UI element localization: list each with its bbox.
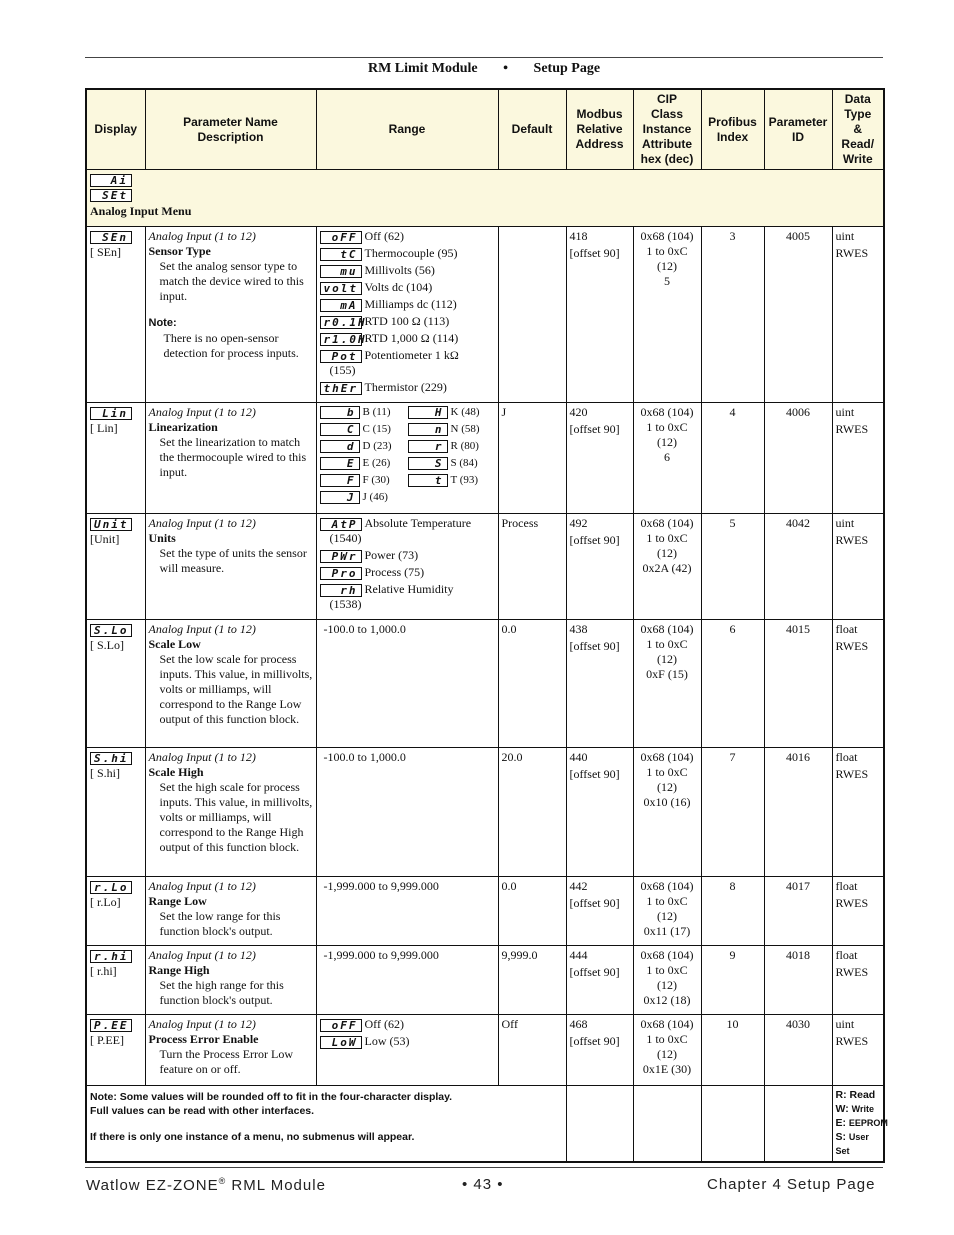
read-write: RWES (835, 639, 869, 653)
modbus-offset: [offset 90] (569, 767, 620, 781)
default-cell: Process (498, 514, 566, 620)
modbus-address: 492 (569, 516, 588, 530)
param-name: Linearization (148, 420, 218, 434)
legend-item: S: User (835, 1131, 869, 1143)
cip-cell: 0x68 (104) 1 to 0xC (12) 0x12 (18) (633, 946, 701, 1015)
range-option (320, 263, 495, 278)
col-cip: CIP Class Instance Attribute hex (dec) (633, 89, 701, 170)
header-row (86, 89, 884, 170)
data-type: uint (835, 516, 855, 530)
page-title (85, 61, 883, 77)
menu-label: Analog Input Menu (90, 204, 192, 218)
col-display: Display (86, 89, 145, 170)
range-option (320, 246, 495, 261)
range-option-text: RTD 1,000 Ω (114) (364, 331, 459, 345)
range-option-text: Relative Humidity (364, 582, 454, 596)
range-option-code: n (408, 423, 448, 436)
display-code: P.EE (90, 1019, 132, 1032)
profibus-cell: 3 (701, 227, 764, 403)
param-name-cell (145, 620, 316, 748)
modbus-cell (566, 877, 633, 946)
display-cell (86, 227, 145, 403)
display-code: SEn (90, 231, 132, 244)
range-option (320, 1034, 495, 1049)
range-option-text: J (46) (362, 491, 388, 503)
modbus-offset: [offset 90] (569, 965, 620, 979)
range-option-code: b (320, 406, 360, 419)
parameter-row (86, 946, 884, 1015)
display-cell (86, 877, 145, 946)
cip-cell: 0x68 (104) 1 to 0xC (12) 5 (633, 227, 701, 403)
bottom-rule (85, 1167, 883, 1168)
range-option-code: PWr (320, 550, 362, 563)
page-section-title: Setup Page (533, 61, 601, 76)
range-option-text: Power (73) (364, 548, 419, 562)
menu-row (86, 170, 884, 227)
range-cell (316, 1015, 498, 1086)
display-cell (86, 946, 145, 1015)
module-title: RM Limit Module (367, 61, 478, 76)
rw-legend (832, 1086, 888, 1162)
range-option (320, 582, 495, 597)
modbus-offset: [offset 90] (569, 639, 620, 653)
param-name: Sensor Type (148, 244, 211, 258)
range-option (320, 516, 495, 531)
legend-item: R: Read (835, 1089, 876, 1101)
data-type: float (835, 750, 858, 764)
range-option-sub: (155) (329, 363, 356, 377)
modbus-cell (566, 514, 633, 620)
footnote-line: If there is only one instance of a menu, no submenus will appear. (90, 1131, 415, 1143)
display-label: [Unit] (90, 532, 120, 546)
param-description: Set the high scale for process inputs. This value, in millivolts, volts or milliamps, will correspond to the Range High output of this function block. (159, 780, 313, 854)
modbus-offset: [offset 90] (569, 422, 620, 436)
range-option (320, 473, 408, 488)
range-option (320, 439, 408, 454)
range-option-code: tC (320, 248, 362, 261)
display-code: Unit (90, 518, 132, 531)
modbus-offset: [offset 90] (569, 533, 620, 547)
display-label: [ Lin] (90, 421, 118, 435)
modbus-cell (566, 946, 633, 1015)
default-cell: 9,999.0 (498, 946, 566, 1015)
profibus-cell: 8 (701, 877, 764, 946)
default-cell: J (498, 403, 566, 514)
param-description: Set the analog sensor type to match the device wired to this input. (159, 259, 304, 303)
param-id-cell: 4030 (764, 1015, 832, 1086)
param-id-cell: 4018 (764, 946, 832, 1015)
menu-cell (86, 170, 884, 227)
range-option-sub: (1538) (329, 597, 362, 611)
range-cell (316, 403, 498, 514)
display-cell (86, 748, 145, 877)
param-name: Range Low (148, 894, 207, 908)
range-option-text: Off (62) (364, 229, 404, 243)
data-type-cell (832, 946, 884, 1015)
param-category: Analog Input (1 to 12) (148, 516, 256, 530)
display-cell (86, 514, 145, 620)
range-option-sub: (1540) (329, 531, 362, 545)
display-code: r.hi (90, 950, 132, 963)
range-option-code: d (320, 440, 360, 453)
range-option-code: Pot (320, 350, 362, 363)
range-option-code: oFF (320, 231, 362, 244)
modbus-cell (566, 227, 633, 403)
modbus-address: 440 (569, 750, 588, 764)
display-cell (86, 620, 145, 748)
cip-cell: 0x68 (104) 1 to 0xC (12) 0x1E (30) (633, 1015, 701, 1086)
range-option-text: T (93) (450, 474, 479, 486)
range-option-code: H (408, 406, 448, 419)
range-option-text: RTD 100 Ω (113) (364, 314, 450, 328)
col-range: Range (316, 89, 498, 170)
range-option (408, 422, 496, 437)
range-option-text: Thermocouple (95) (364, 246, 458, 260)
note-heading: Note: (148, 317, 177, 329)
param-name-cell (145, 514, 316, 620)
top-rule (85, 57, 883, 58)
menu-code-display: SEt (90, 189, 132, 202)
param-category: Analog Input (1 to 12) (148, 622, 256, 636)
default-cell: 0.0 (498, 877, 566, 946)
range-option-text: S (84) (450, 457, 478, 469)
param-name-cell (145, 403, 316, 514)
range-option-code: t (408, 474, 448, 487)
range-option-text: Process (75) (364, 565, 425, 579)
data-type-cell (832, 877, 884, 946)
footnote-empty (566, 1086, 633, 1162)
modbus-address: 438 (569, 622, 588, 636)
param-name-cell (145, 1015, 316, 1086)
title-bullet: • (503, 61, 509, 76)
parameter-row (86, 748, 884, 877)
profibus-cell: 9 (701, 946, 764, 1015)
modbus-offset: [offset 90] (569, 246, 620, 260)
display-code: Lin (90, 407, 132, 420)
parameter-row (86, 403, 884, 514)
col-default: Default (498, 89, 566, 170)
range-option-code: thEr (320, 382, 362, 395)
display-cell (86, 403, 145, 514)
legend-item: W: Write (835, 1103, 874, 1115)
data-type: float (835, 622, 858, 636)
range-option (408, 473, 496, 488)
data-type: float (835, 879, 858, 893)
range-option (408, 405, 496, 420)
parameter-table (85, 88, 888, 1163)
footnote-empty (701, 1086, 764, 1162)
modbus-cell (566, 748, 633, 877)
data-type-cell (832, 748, 884, 877)
range-option-code: AtP (320, 518, 362, 531)
modbus-address: 420 (569, 405, 588, 419)
menu-code-display: Ai (90, 174, 132, 187)
data-type-cell (832, 1015, 884, 1086)
param-category: Analog Input (1 to 12) (148, 405, 256, 419)
modbus-offset: [offset 90] (569, 896, 620, 910)
range-text: -100.0 to 1,000.0 (323, 622, 406, 636)
col-param-id: Parameter ID (764, 89, 832, 170)
range-option-code: oFF (320, 1019, 362, 1032)
modbus-cell (566, 620, 633, 748)
data-type: uint (835, 229, 855, 243)
modbus-address: 418 (569, 229, 588, 243)
data-type-cell (832, 403, 884, 514)
range-option-text: E (26) (362, 457, 391, 469)
range-text: -1,999.000 to 9,999.000 (323, 879, 439, 893)
param-id-cell: 4006 (764, 403, 832, 514)
range-option-code: mu (320, 265, 362, 278)
range-option (408, 439, 496, 454)
param-description: Set the high range for this function block's output. (159, 978, 284, 1007)
param-category: Analog Input (1 to 12) (148, 948, 256, 962)
display-label: [ P.EE] (90, 1033, 124, 1047)
range-option-code: volt (320, 282, 362, 295)
display-label: [ S.Lo] (90, 638, 124, 652)
range-option-text: Potentiometer 1 kΩ (364, 348, 459, 362)
range-option-text: Millivolts (56) (364, 263, 435, 277)
range-option-text: K (48) (450, 406, 480, 418)
range-option-code: LoW (320, 1036, 362, 1049)
param-category: Analog Input (1 to 12) (148, 879, 256, 893)
range-text: -1,999.000 to 9,999.000 (323, 948, 439, 962)
range-option (320, 565, 495, 580)
data-type: uint (835, 1017, 855, 1031)
param-id-cell: 4005 (764, 227, 832, 403)
parameter-row (86, 227, 884, 403)
param-name-cell (145, 748, 316, 877)
col-param-name: Parameter Name Description (145, 89, 316, 170)
param-category: Analog Input (1 to 12) (148, 1017, 256, 1031)
param-description: Set the linearization to match the thermocouple wired to this input. (159, 435, 307, 479)
profibus-cell: 4 (701, 403, 764, 514)
range-cell (316, 514, 498, 620)
default-cell (498, 227, 566, 403)
col-profibus: Profibus Index (701, 89, 764, 170)
param-id-cell: 4015 (764, 620, 832, 748)
range-cell (316, 227, 498, 403)
profibus-cell: 6 (701, 620, 764, 748)
data-type-cell (832, 514, 884, 620)
footnote-cell (86, 1086, 566, 1162)
range-option-text: N (58) (450, 423, 480, 435)
read-write: RWES (835, 767, 869, 781)
range-option-text: C (15) (362, 423, 391, 435)
range-option (320, 348, 495, 363)
cip-cell: 0x68 (104) 1 to 0xC (12) 0x2A (42) (633, 514, 701, 620)
read-write: RWES (835, 965, 869, 979)
read-write: RWES (835, 896, 869, 910)
range-option-code: S (408, 457, 448, 470)
col-data-type: Data Type & Read/ Write (832, 89, 884, 170)
param-description: Set the low scale for process inputs. This value, in millivolts, volts or milliamps, will correspond to the Range Low output of this function block. (159, 652, 313, 726)
param-name: Range High (148, 963, 210, 977)
parameter-row (86, 1015, 884, 1086)
param-name: Units (148, 531, 176, 545)
range-option (320, 314, 495, 329)
data-type: float (835, 948, 858, 962)
range-option-code: E (320, 457, 360, 470)
range-option (320, 331, 495, 346)
default-cell: 20.0 (498, 748, 566, 877)
modbus-cell (566, 403, 633, 514)
footnote-row (86, 1086, 884, 1162)
footnote-empty (633, 1086, 701, 1162)
range-option (408, 456, 496, 471)
display-cell (86, 1015, 145, 1086)
data-type-cell (832, 620, 884, 748)
thermocouple-grid (320, 405, 495, 505)
profibus-cell: 5 (701, 514, 764, 620)
param-description: Set the type of units the sensor will measure. (159, 546, 307, 575)
cip-cell: 0x68 (104) 1 to 0xC (12) 0x10 (16) (633, 748, 701, 877)
read-write: RWES (835, 533, 869, 547)
param-name: Scale High (148, 765, 204, 779)
display-code: r.Lo (90, 881, 132, 894)
range-option (320, 490, 408, 505)
range-option-text: Thermistor (229) (364, 380, 447, 394)
range-text: -100.0 to 1,000.0 (323, 750, 406, 764)
range-option-code: J (320, 491, 360, 504)
cip-cell: 0x68 (104) 1 to 0xC (12) 0x11 (17) (633, 877, 701, 946)
range-cell (316, 620, 498, 748)
display-label: [ r.hi] (90, 964, 117, 978)
range-option (320, 456, 408, 471)
range-option-text: D (23) (362, 440, 392, 452)
param-id-cell: 4042 (764, 514, 832, 620)
range-cell (316, 877, 498, 946)
data-type-cell (832, 227, 884, 403)
range-option (320, 229, 495, 244)
read-write: RWES (835, 422, 869, 436)
range-option-code: r1.0H (320, 333, 362, 346)
range-option-code: r (408, 440, 448, 453)
modbus-offset: [offset 90] (569, 1034, 620, 1048)
display-code: S.hi (90, 752, 132, 765)
legend-item: Set (835, 1146, 850, 1156)
footnote-line: Note: Some values will be rounded off to fit in the four-character display. (90, 1091, 453, 1103)
range-option-text: Off (62) (364, 1017, 404, 1031)
range-option (320, 380, 495, 395)
param-description: Set the low range for this function block's output. (159, 909, 281, 938)
display-label: [ r.Lo] (90, 895, 121, 909)
profibus-cell: 7 (701, 748, 764, 877)
range-cell (316, 946, 498, 1015)
param-name: Scale Low (148, 637, 201, 651)
display-label: [ SEn] (90, 245, 121, 259)
read-write: RWES (835, 246, 869, 260)
range-option-text: Absolute Temperature (364, 516, 472, 530)
range-option-code: mA (320, 299, 362, 312)
param-id-cell: 4016 (764, 748, 832, 877)
parameter-row (86, 620, 884, 748)
modbus-address: 444 (569, 948, 588, 962)
range-cell (316, 748, 498, 877)
col-modbus: Modbus Relative Address (566, 89, 633, 170)
range-option (320, 548, 495, 563)
footer-page-number: • 43 • (462, 1176, 504, 1193)
param-name: Process Error Enable (148, 1032, 259, 1046)
range-option-code: C (320, 423, 360, 436)
range-option-text: Milliamps dc (112) (364, 297, 457, 311)
parameter-row (86, 877, 884, 946)
modbus-address: 468 (569, 1017, 588, 1031)
range-option-text: B (11) (362, 406, 391, 418)
note-text: There is no open-sensor detection for process inputs. (163, 331, 299, 360)
param-category: Analog Input (1 to 12) (148, 229, 256, 243)
range-option-code: F (320, 474, 360, 487)
modbus-address: 442 (569, 879, 588, 893)
range-option-text: F (30) (362, 474, 390, 486)
range-option (320, 297, 495, 312)
cip-cell: 0x68 (104) 1 to 0xC (12) 6 (633, 403, 701, 514)
range-option (320, 280, 495, 295)
param-category: Analog Input (1 to 12) (148, 750, 256, 764)
param-description: Turn the Process Error Low feature on or off. (159, 1047, 294, 1076)
range-option-text: Low (53) (364, 1034, 410, 1048)
range-option-code: rh (320, 584, 362, 597)
range-option-text: Volts dc (104) (364, 280, 433, 294)
parameter-row (86, 514, 884, 620)
footnote-line: Full values can be read with other interfaces. (90, 1105, 315, 1117)
range-option (320, 1017, 495, 1032)
param-name-cell (145, 946, 316, 1015)
range-option-code: Pro (320, 567, 362, 580)
legend-item: E: EEPROM (835, 1117, 888, 1129)
default-cell: Off (498, 1015, 566, 1086)
default-cell: 0.0 (498, 620, 566, 748)
param-name-cell (145, 227, 316, 403)
range-option (320, 422, 408, 437)
range-option-text: R (80) (450, 440, 479, 452)
range-option-code: r0.1H (320, 316, 362, 329)
param-id-cell: 4017 (764, 877, 832, 946)
footnote-empty (764, 1086, 832, 1162)
cip-cell: 0x68 (104) 1 to 0xC (12) 0xF (15) (633, 620, 701, 748)
data-type: uint (835, 405, 855, 419)
modbus-cell (566, 1015, 633, 1086)
footer-product: Watlow EZ-ZONE® RML Module (86, 1176, 326, 1194)
display-code: S.Lo (90, 624, 132, 637)
display-label: [ S.hi] (90, 766, 120, 780)
footer-chapter: Chapter 4 Setup Page (707, 1176, 876, 1193)
param-name-cell (145, 877, 316, 946)
range-option (320, 405, 408, 420)
read-write: RWES (835, 1034, 869, 1048)
profibus-cell: 10 (701, 1015, 764, 1086)
